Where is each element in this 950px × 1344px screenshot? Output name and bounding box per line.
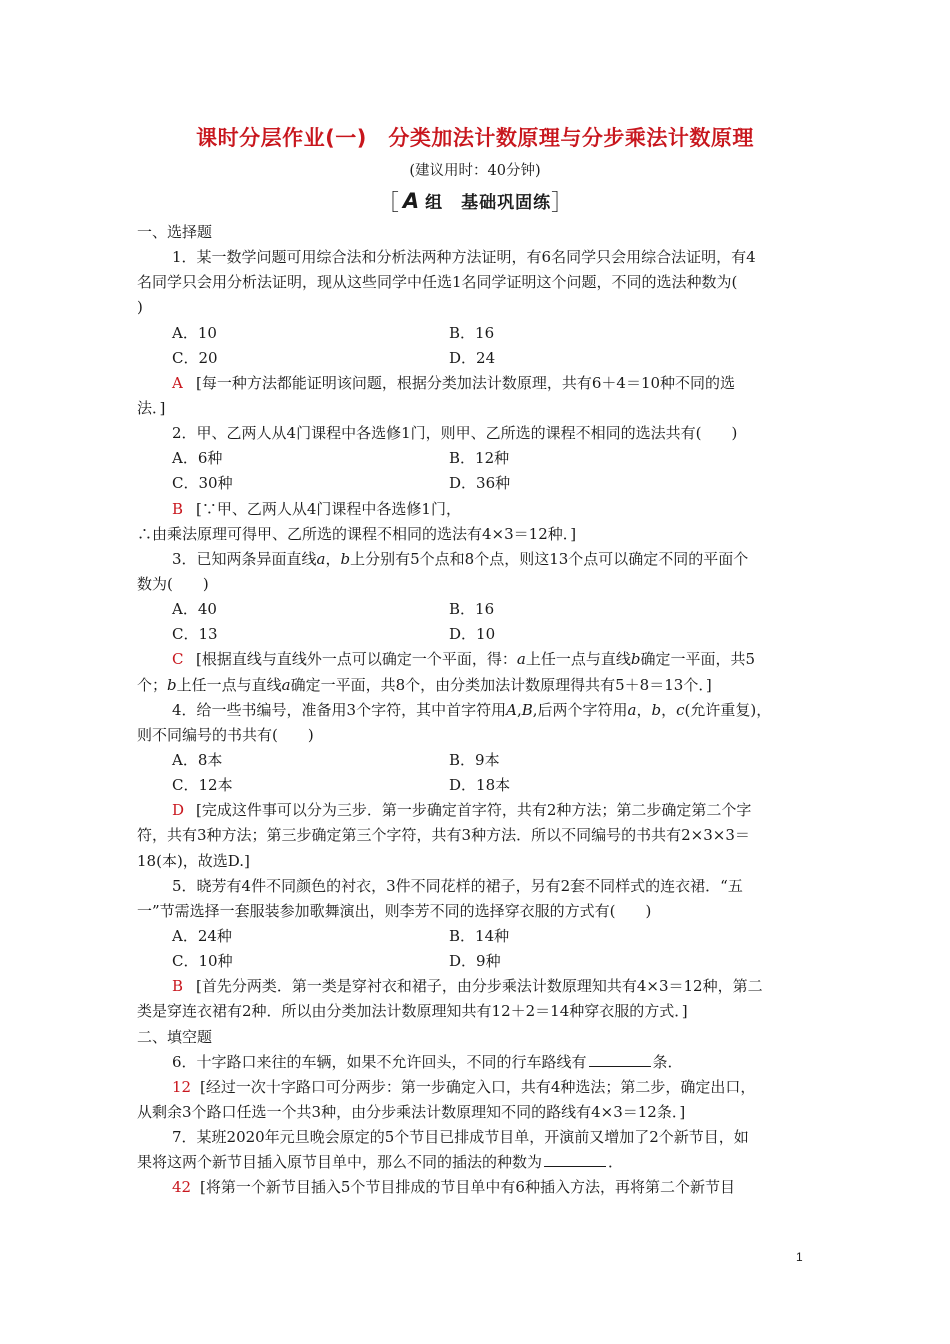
options-row: A．8本 B．9本	[172, 750, 500, 769]
options-row: C．10种 D．9种	[172, 952, 501, 971]
answer-blank	[589, 1052, 651, 1067]
question-5-line: 一”节需选择一套服装参加歌舞演出，则李芳不同的选择穿衣服的方式有( )	[137, 901, 652, 920]
exercise-content	[137, 220, 815, 1200]
question-4-line: 则不同编号的书共有( )	[137, 725, 314, 744]
options-row: A．6种 B．12种	[172, 449, 510, 468]
answer-3: C [根据直线与直线外一点可以确定一个平面，得：a上任一点与直线b确定一平面，共5	[172, 650, 755, 669]
question-1-line: 1．某一数学问题可用综合法和分析法两种方法证明，有6名同学只会用综合法证明，有4	[172, 248, 756, 267]
options-row: C．20 D．24	[172, 348, 496, 367]
question-1-line: 名同学只会用分析法证明，现从这些同学中任选1名同学证明这个问题，不同的选法种数为(	[137, 273, 738, 292]
question-6-line: 6．十字路口来往的车辆，如果不允许回头，不同的行车路线有 条．	[172, 1052, 683, 1071]
answer-3-cont: 个；b上任一点与直线a确定一平面，共8个，由分类加法计数原理得共有5＋8＝13个．]	[137, 675, 712, 694]
options-row: A．40 B．16	[172, 600, 495, 619]
options-row: A．24种 B．14种	[172, 926, 510, 945]
group-heading: ［ A 组 基础巩固练］	[376, 189, 574, 216]
page-title: 课时分层作业(一) 分类加法计数原理与分步乘法计数原理	[196, 126, 754, 150]
answer-7: 42 [将第一个新节目插入5个节目排成的节目单中有6种插入方法，再将第二个新节目	[172, 1178, 735, 1197]
answer-2-cont: ∴由乘法原理可得甲、乙所选的课程不相同的选法有4×3＝12种．]	[137, 524, 577, 543]
question-4-line: 4．给一些书编号，准备用3个字符，其中首字符用A,B,后两个字符用a，b，c(允许重复)，	[172, 700, 772, 719]
answer-4-cont: 符，共有3种方法；第三步确定第三个字符，共有3种方法．所以不同编号的书共有2×3×3＝	[137, 826, 750, 845]
question-2-line: 2．甲、乙两人从4门课程中各选修1门，则甲、乙所选的课程不相同的选法共有( )	[172, 424, 738, 443]
answer-6-cont: 从剩余3个路口任选一个共3种，由分步乘法计数原理知不同的路线有4×3＝12条．]	[137, 1102, 686, 1121]
suggested-time: (建议用时：40分钟)	[409, 163, 541, 179]
question-7-line: 7．某班2020年元旦晚会原定的5个节目已排成节目单，开演前又增加了2个新节目，如	[172, 1128, 749, 1147]
options-row: C．12本 D．18本	[172, 776, 511, 795]
question-3-line: 数为( )	[137, 574, 209, 593]
answer-5: B [首先分两类．第一类是穿衬衣和裙子，由分步乘法计数原理知共有4×3＝12种，第二	[172, 977, 763, 996]
question-3-line: 3．已知两条异面直线a，b上分别有5个点和8个点，则这13个点可以确定不同的平面个	[172, 549, 749, 568]
question-7-line: 果将这两个新节目插入原节目单中，那么不同的插法的种数为 ．	[137, 1153, 624, 1172]
answer-4-cont: 18(本)，故选D.]	[137, 851, 250, 870]
answer-1-cont: 法．]	[137, 398, 166, 417]
answer-2: B [∵甲、乙两人从4门课程中各选修1门，	[172, 499, 461, 518]
question-5-line: 5．晓芳有4件不同颜色的衬衣，3件不同花样的裙子，另有2套不同样式的连衣裙．“五	[172, 876, 743, 895]
section-heading: 二、填空题	[137, 1027, 213, 1046]
options-row: C．30种 D．36种	[172, 474, 511, 493]
answer-1: A [每一种方法都能证明该问题，根据分类加法计数原理，共有6＋4＝10种不同的选	[172, 373, 736, 392]
answer-4: D [完成这件事可以分为三步．第一步确定首字符，共有2种方法；第二步确定第二个字	[172, 801, 752, 820]
question-1-line: )	[137, 298, 143, 317]
options-row: C．13 D．10	[172, 625, 496, 644]
answer-5-cont: 类是穿连衣裙有2种．所以由分类加法计数原理知共有12＋2＝14种穿衣服的方式．]	[137, 1002, 688, 1021]
section-heading: 一、选择题	[137, 223, 213, 241]
options-row: A．10 B．16	[172, 323, 495, 342]
page-number: 1	[796, 1250, 803, 1264]
answer-blank	[544, 1152, 606, 1167]
answer-6: 12 [经过一次十字路口可分两步：第一步确定入口，共有4种选法；第二步，确定出口，	[172, 1077, 756, 1096]
